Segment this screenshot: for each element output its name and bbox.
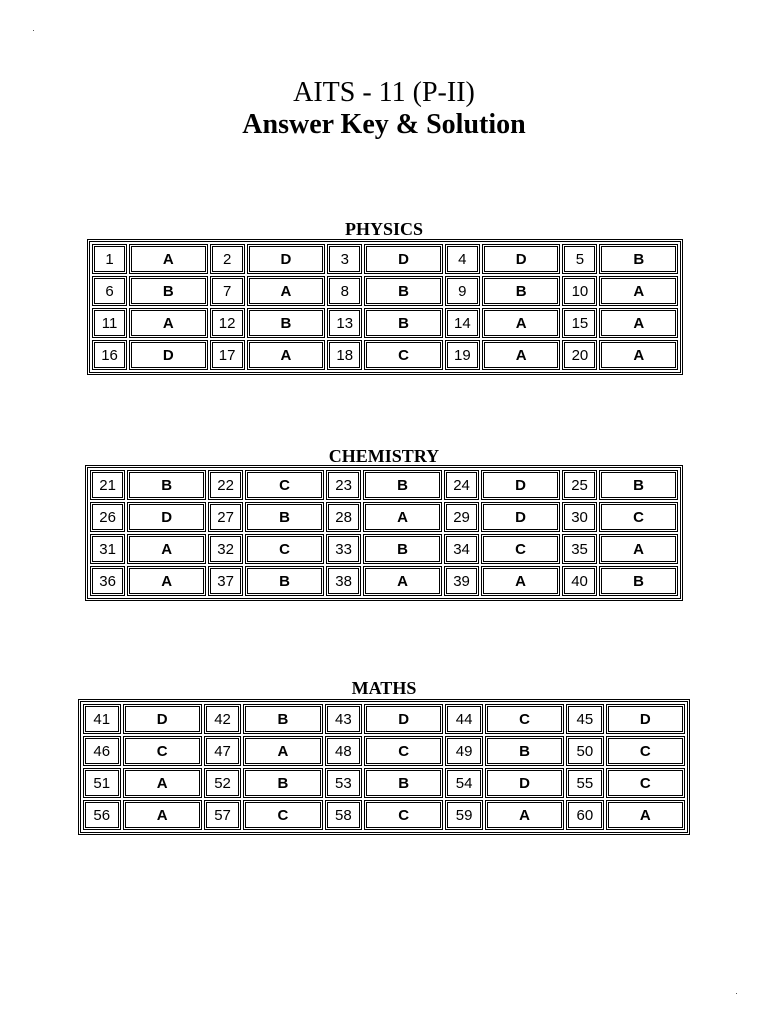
answer-option: D xyxy=(481,470,560,500)
question-number: 31 xyxy=(90,534,125,564)
answer-option: A xyxy=(129,244,207,274)
question-number: 18 xyxy=(327,340,362,370)
answer-option: A xyxy=(127,534,206,564)
answer-option: A xyxy=(127,566,206,596)
question-number: 39 xyxy=(444,566,479,596)
corner-dot xyxy=(33,30,34,31)
answer-option: D xyxy=(127,502,206,532)
answer-option: C xyxy=(245,470,324,500)
question-number: 27 xyxy=(208,502,243,532)
question-number: 14 xyxy=(445,308,480,338)
question-number: 49 xyxy=(445,736,483,766)
answer-option: D xyxy=(485,768,564,798)
question-number: 28 xyxy=(326,502,361,532)
question-number: 60 xyxy=(566,800,604,830)
question-number: 48 xyxy=(325,736,363,766)
question-number: 11 xyxy=(92,308,127,338)
question-number: 44 xyxy=(445,704,483,734)
answer-option: A xyxy=(123,768,202,798)
answer-option: C xyxy=(364,340,442,370)
answer-option: A xyxy=(243,736,322,766)
question-number: 17 xyxy=(210,340,245,370)
question-number: 16 xyxy=(92,340,127,370)
answer-option: C xyxy=(123,736,202,766)
question-number: 8 xyxy=(327,276,362,306)
question-number: 43 xyxy=(325,704,363,734)
answer-option: C xyxy=(481,534,560,564)
answer-option: A xyxy=(363,502,442,532)
question-number: 35 xyxy=(562,534,597,564)
question-number: 46 xyxy=(83,736,121,766)
question-number: 58 xyxy=(325,800,363,830)
question-number: 40 xyxy=(562,566,597,596)
answer-option: B xyxy=(599,470,678,500)
answer-option: B xyxy=(243,768,322,798)
table-row xyxy=(90,470,678,500)
question-number: 26 xyxy=(90,502,125,532)
answer-option: A xyxy=(599,534,678,564)
answer-option: A xyxy=(599,340,678,370)
answer-option: A xyxy=(247,340,325,370)
table-row xyxy=(92,276,678,306)
question-number: 6 xyxy=(92,276,127,306)
question-number: 4 xyxy=(445,244,480,274)
table-row xyxy=(92,340,678,370)
answer-option: D xyxy=(606,704,685,734)
answer-table-physics xyxy=(87,239,683,375)
table-row xyxy=(90,566,678,596)
question-number: 34 xyxy=(444,534,479,564)
answer-option: A xyxy=(482,340,560,370)
question-number: 32 xyxy=(208,534,243,564)
question-number: 19 xyxy=(445,340,480,370)
question-number: 51 xyxy=(83,768,121,798)
answer-option: B xyxy=(482,276,560,306)
answer-option: D xyxy=(481,502,560,532)
table-row xyxy=(83,800,685,830)
question-number: 20 xyxy=(562,340,597,370)
answer-option: A xyxy=(482,308,560,338)
table-row xyxy=(90,534,678,564)
answer-option: C xyxy=(364,736,443,766)
question-number: 24 xyxy=(444,470,479,500)
question-number: 23 xyxy=(326,470,361,500)
answer-option: B xyxy=(599,566,678,596)
question-number: 33 xyxy=(326,534,361,564)
question-number: 9 xyxy=(445,276,480,306)
answer-table-chemistry xyxy=(85,465,683,601)
answer-option: B xyxy=(363,470,442,500)
answer-option: C xyxy=(599,502,678,532)
answer-option: A xyxy=(606,800,685,830)
answer-option: B xyxy=(127,470,206,500)
answer-option: A xyxy=(481,566,560,596)
question-number: 12 xyxy=(210,308,245,338)
answer-table-maths xyxy=(78,699,690,835)
answer-option: C xyxy=(245,534,324,564)
answer-option: C xyxy=(243,800,322,830)
answer-option: B xyxy=(247,308,325,338)
question-number: 3 xyxy=(327,244,362,274)
question-number: 29 xyxy=(444,502,479,532)
table-row xyxy=(83,736,685,766)
page-subtitle: Answer Key & Solution xyxy=(242,109,526,140)
answer-option: B xyxy=(485,736,564,766)
answer-option: C xyxy=(606,768,685,798)
question-number: 13 xyxy=(327,308,362,338)
question-number: 59 xyxy=(445,800,483,830)
question-number: 37 xyxy=(208,566,243,596)
answer-option: B xyxy=(364,276,442,306)
answer-option: D xyxy=(247,244,325,274)
question-number: 56 xyxy=(83,800,121,830)
answer-option: D xyxy=(129,340,207,370)
answer-option: B xyxy=(364,768,443,798)
answer-option: D xyxy=(123,704,202,734)
answer-option: C xyxy=(364,800,443,830)
table-row xyxy=(92,244,678,274)
answer-option: B xyxy=(245,502,324,532)
question-number: 30 xyxy=(562,502,597,532)
answer-option: A xyxy=(485,800,564,830)
answer-option: B xyxy=(245,566,324,596)
answer-option: A xyxy=(363,566,442,596)
question-number: 53 xyxy=(325,768,363,798)
answer-option: B xyxy=(243,704,322,734)
question-number: 15 xyxy=(562,308,597,338)
answer-option: A xyxy=(599,276,678,306)
answer-option: A xyxy=(247,276,325,306)
question-number: 25 xyxy=(562,470,597,500)
answer-option: D xyxy=(482,244,560,274)
section-title-chemistry: CHEMISTRY xyxy=(328,446,440,466)
question-number: 41 xyxy=(83,704,121,734)
answer-option: B xyxy=(129,276,207,306)
question-number: 2 xyxy=(210,244,245,274)
question-number: 10 xyxy=(562,276,597,306)
question-number: 42 xyxy=(204,704,242,734)
answer-option: A xyxy=(599,308,678,338)
section-title-physics: PHYSICS xyxy=(344,219,424,239)
table-row xyxy=(92,308,678,338)
answer-option: A xyxy=(129,308,207,338)
question-number: 38 xyxy=(326,566,361,596)
question-number: 5 xyxy=(562,244,597,274)
answer-option: B xyxy=(363,534,442,564)
answer-option: C xyxy=(485,704,564,734)
question-number: 57 xyxy=(204,800,242,830)
section-title-maths: MATHS xyxy=(351,678,417,698)
question-number: 45 xyxy=(566,704,604,734)
question-number: 50 xyxy=(566,736,604,766)
question-number: 52 xyxy=(204,768,242,798)
answer-option: B xyxy=(364,308,442,338)
question-number: 54 xyxy=(445,768,483,798)
answer-option: C xyxy=(606,736,685,766)
question-number: 7 xyxy=(210,276,245,306)
answer-option: A xyxy=(123,800,202,830)
table-row xyxy=(90,502,678,532)
table-row xyxy=(83,704,685,734)
page-title: AITS - 11 (P-II) xyxy=(293,77,475,108)
answer-option: B xyxy=(599,244,678,274)
corner-dot xyxy=(736,993,737,994)
answer-option: D xyxy=(364,244,442,274)
question-number: 36 xyxy=(90,566,125,596)
question-number: 22 xyxy=(208,470,243,500)
table-row xyxy=(83,768,685,798)
question-number: 1 xyxy=(92,244,127,274)
question-number: 21 xyxy=(90,470,125,500)
question-number: 47 xyxy=(204,736,242,766)
question-number: 55 xyxy=(566,768,604,798)
answer-option: D xyxy=(364,704,443,734)
